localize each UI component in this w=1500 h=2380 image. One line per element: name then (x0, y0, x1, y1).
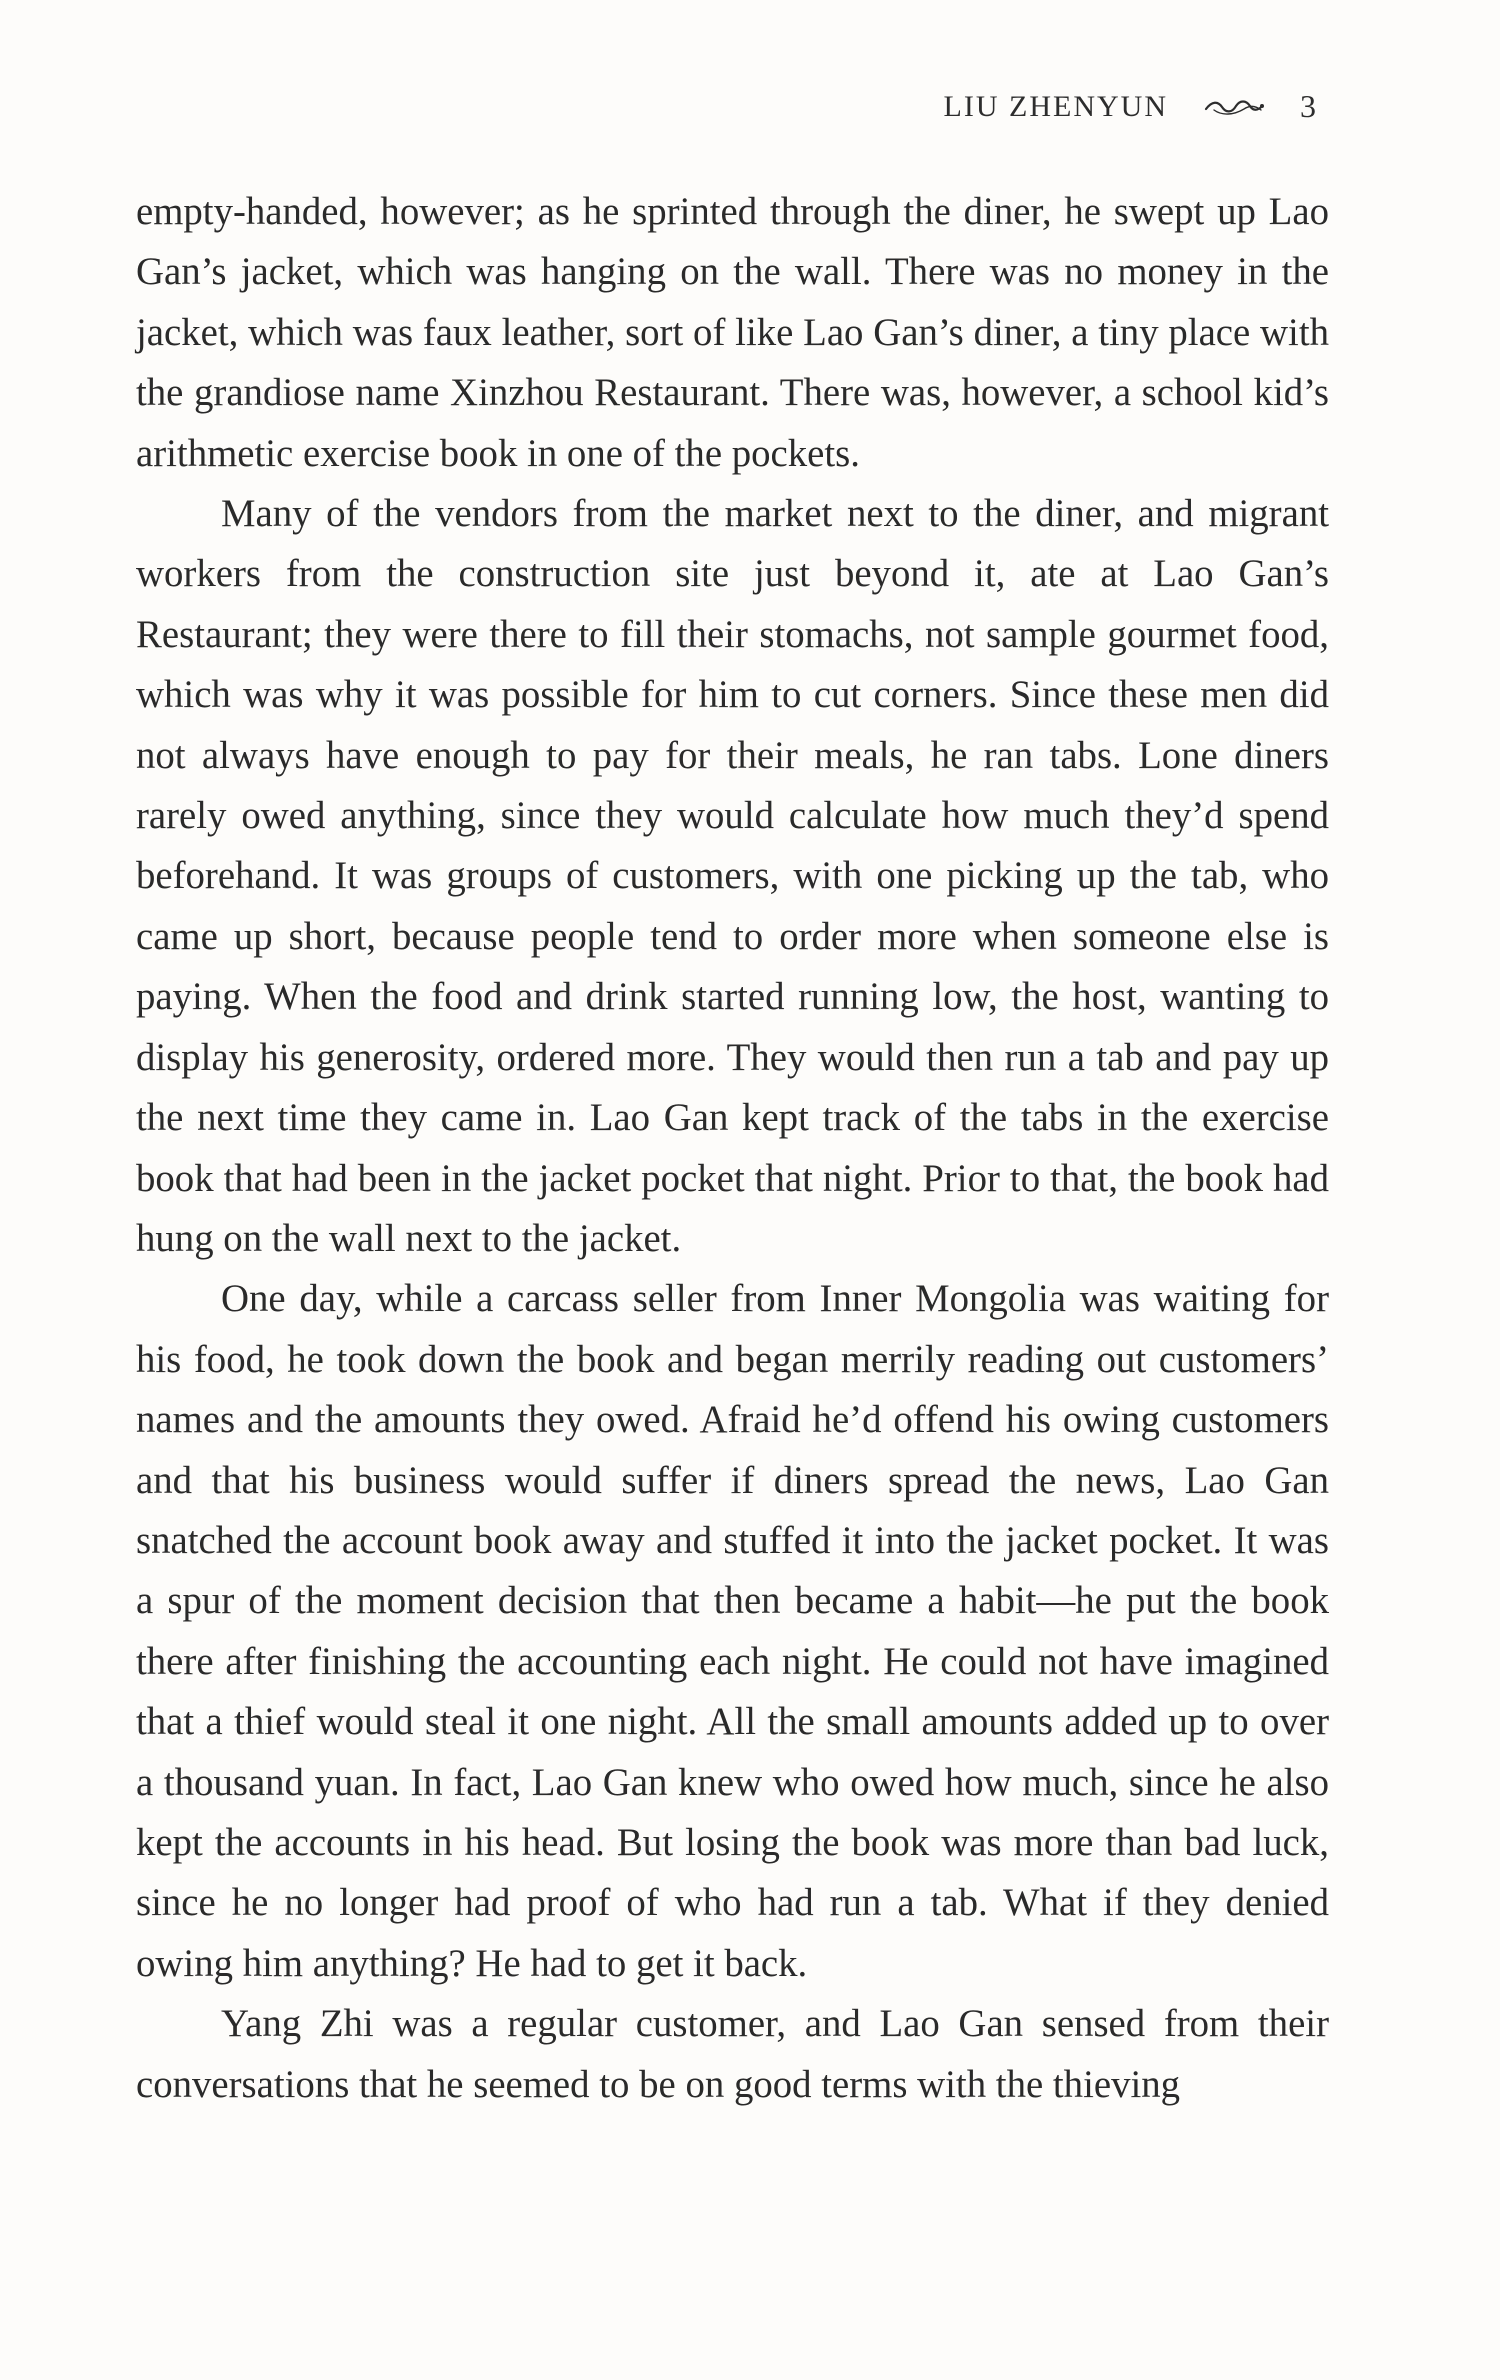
paragraph-tabs: Many of the vendors from the market next to the diner, and migrant workers from the construction site just beyond it, ate at Lao Gan’s Restaurant; they were there to fill their stomachs, not sample gourmet food, which was why it was possible for him to cut corners. Since these men did not always have enough to pay for their meals, he ran tabs. Lone diners rarely owed anything, since they would calculate how much they’d spend beforehand. It was groups of customers, with one picking up the tab, who came up short, because people tend to order more when someone else is paying. When the food and drink started running low, the host, wanting to display his generosity, ordered more. They would then run a tab and pay up the next time they came in. Lao Gan kept track of the tabs in the exercise book that had been in the jacket pocket that night. Prior to that, the book had hung on the wall next to the jacket. (136, 492, 1329, 1260)
paragraph-continued: empty-handed, however; as he sprinted through the diner, he swept up Lao Gan’s jacket, which was hanging on the wall. There was no money in the jacket, which was faux leather, sort of like Lao Gan’s diner, a tiny place with the grandiose name Xinzhou Restaurant. There was, however, a school kid’s arithmetic exercise book in one of the pockets. (136, 190, 1329, 475)
paragraph-yang-zhi: Yang Zhi was a regular customer, and Lao Gan sensed from their conversations that he seemed to be on good terms with the thieving (136, 2002, 1329, 2106)
running-head (944, 88, 1318, 125)
paragraph-account-book: One day, while a carcass seller from Inner Mongolia was waiting for his food, he took down the book and began merrily reading out customers’ names and the amounts they owed. Afraid he’d offend his owing customers and that his business would suffer if diners spread the news, Lao Gan snatched the account book away and stuffed it into the jacket pocket. It was a spur of the moment decision that then became a habit—he put the book there after finishing the accounting each night. He could not have imagined that a thief would steal it one night. All the small amounts added up to over a thousand yuan. In fact, Lao Gan knew who owed how much, since he also kept the accounts in his head. But losing the book was more than bad luck, since he no longer had proof of who had run a tab. What if they denied owing him anything? He had to get it back. (136, 1277, 1329, 1985)
running-head-author: LIU ZHENYUN (943, 89, 1168, 123)
page-number: 3 (1300, 88, 1318, 124)
swash-ornament-icon (1204, 97, 1266, 117)
body-text (136, 182, 1329, 2115)
